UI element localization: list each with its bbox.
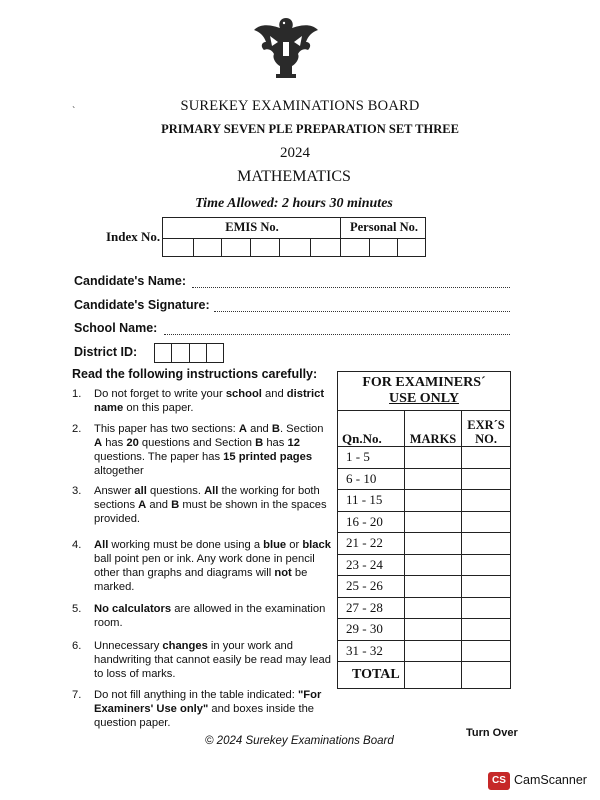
question-range: 29 - 30 bbox=[338, 619, 405, 641]
table-row bbox=[338, 619, 511, 641]
time-allowed: Time Allowed: 2 hours 30 minutes bbox=[195, 196, 393, 211]
index-number-label: Index No. bbox=[106, 229, 161, 244]
table-row bbox=[338, 447, 511, 469]
table-row bbox=[338, 554, 511, 576]
table-row bbox=[338, 576, 511, 598]
turn-over-label: Turn Over bbox=[466, 727, 518, 739]
question-range: 23 - 24 bbox=[338, 554, 405, 576]
question-range: 31 - 32 bbox=[338, 640, 405, 662]
instruction-text: Do not fill anything in the table indicated: "For Examiners' Use only" and boxes inside the question paper. bbox=[94, 689, 322, 729]
board-name: SUREKEY EXAMINATIONS BOARD bbox=[180, 98, 420, 114]
instruction-item bbox=[72, 639, 334, 681]
marks-cell bbox=[405, 490, 462, 512]
district-id-label: District ID: bbox=[74, 345, 138, 359]
marks-cell bbox=[405, 554, 462, 576]
exam-year: 2024 bbox=[280, 145, 310, 161]
instruction-item bbox=[72, 422, 334, 478]
instructions-heading: Read the following instructions carefully: bbox=[72, 367, 318, 381]
candidate-signature-label: Candidate's Signature: bbox=[74, 298, 210, 312]
marks-cell bbox=[405, 468, 462, 490]
candidate-name-field[interactable] bbox=[192, 287, 510, 288]
instruction-number: 3. bbox=[72, 485, 82, 497]
instruction-number: 1. bbox=[72, 388, 82, 400]
marks-cell bbox=[405, 511, 462, 533]
candidate-signature-field[interactable] bbox=[214, 311, 510, 312]
table-row bbox=[338, 533, 511, 555]
total-label: TOTAL bbox=[338, 662, 405, 689]
exr-cell bbox=[462, 447, 511, 469]
marks-cell bbox=[405, 447, 462, 469]
camscanner-watermark: CamScanner bbox=[514, 773, 587, 787]
emis-label: EMIS No. bbox=[225, 220, 279, 234]
total-exr-cell bbox=[462, 662, 511, 689]
instruction-item bbox=[72, 688, 334, 730]
examiners-table-title: FOR EXAMINERS´ USE ONLY bbox=[338, 372, 511, 411]
instruction-text: No calculators are allowed in the examination room. bbox=[94, 603, 326, 629]
instruction-text: Answer all questions. All the working for both sections A and B must be shown in the spaces provided. bbox=[94, 485, 327, 525]
subject-title: MATHEMATICS bbox=[237, 168, 351, 185]
question-range: 27 - 28 bbox=[338, 597, 405, 619]
table-row bbox=[338, 511, 511, 533]
exr-cell bbox=[462, 554, 511, 576]
instruction-item bbox=[72, 602, 334, 630]
table-row bbox=[338, 597, 511, 619]
marks-cell bbox=[405, 640, 462, 662]
instruction-text: Unnecessary changes in your work and handwriting that cannot easily be read may lead to loss of marks. bbox=[94, 640, 331, 680]
exr-cell bbox=[462, 468, 511, 490]
instruction-number: 4. bbox=[72, 539, 82, 551]
exr-cell bbox=[462, 490, 511, 512]
camscanner-logo-icon: CS bbox=[488, 772, 510, 790]
instruction-text: This paper has two sections: A and B. Section A has 20 questions and Section B has 12 questions. The paper has 15 printed pages altogether bbox=[94, 423, 324, 477]
question-range: 11 - 15 bbox=[338, 490, 405, 512]
question-range: 16 - 20 bbox=[338, 511, 405, 533]
index-number-grid[interactable] bbox=[162, 217, 426, 257]
instruction-number: 5. bbox=[72, 603, 82, 615]
instruction-number: 6. bbox=[72, 640, 82, 652]
instruction-item bbox=[72, 484, 334, 526]
stray-mark: ` bbox=[72, 106, 76, 117]
question-range: 21 - 22 bbox=[338, 533, 405, 555]
instruction-number: 7. bbox=[72, 689, 82, 701]
eagle-crest-icon bbox=[250, 12, 322, 80]
col-marks-header: MARKS bbox=[405, 411, 462, 447]
table-row bbox=[338, 490, 511, 512]
copyright-text: © 2024 Surekey Examinations Board bbox=[205, 735, 394, 747]
examiners-table bbox=[337, 371, 511, 689]
instruction-text: Do not forget to write your school and district name on this paper. bbox=[94, 388, 325, 414]
col-exr-header: EXR´S NO. bbox=[462, 411, 511, 447]
exr-cell bbox=[462, 597, 511, 619]
col-qn-header: Qn.No. bbox=[338, 411, 405, 447]
exr-cell bbox=[462, 576, 511, 598]
school-name-field[interactable] bbox=[164, 334, 510, 335]
total-marks-cell bbox=[405, 662, 462, 689]
instruction-text: All working must be done using a blue or black ball point pen or ink. Any work done in pencil other than graphs and diagrams will not be marked. bbox=[94, 539, 331, 593]
instruction-item bbox=[72, 538, 334, 594]
marks-cell bbox=[405, 533, 462, 555]
exr-cell bbox=[462, 619, 511, 641]
table-row bbox=[338, 640, 511, 662]
exr-cell bbox=[462, 533, 511, 555]
marks-cell bbox=[405, 597, 462, 619]
personal-number-label: Personal No. bbox=[349, 220, 419, 234]
marks-cell bbox=[405, 576, 462, 598]
question-range: 25 - 26 bbox=[338, 576, 405, 598]
instruction-item bbox=[72, 387, 334, 415]
question-range: 6 - 10 bbox=[338, 468, 405, 490]
instruction-number: 2. bbox=[72, 423, 82, 435]
marks-cell bbox=[405, 619, 462, 641]
table-row bbox=[338, 468, 511, 490]
exr-cell bbox=[462, 640, 511, 662]
exam-set-title: PRIMARY SEVEN PLE PREPARATION SET THREE bbox=[161, 122, 459, 136]
school-name-label: School Name: bbox=[74, 321, 158, 335]
district-id-boxes[interactable] bbox=[154, 343, 224, 363]
question-range: 1 - 5 bbox=[338, 447, 405, 469]
exr-cell bbox=[462, 511, 511, 533]
candidate-name-label: Candidate's Name: bbox=[74, 274, 187, 288]
